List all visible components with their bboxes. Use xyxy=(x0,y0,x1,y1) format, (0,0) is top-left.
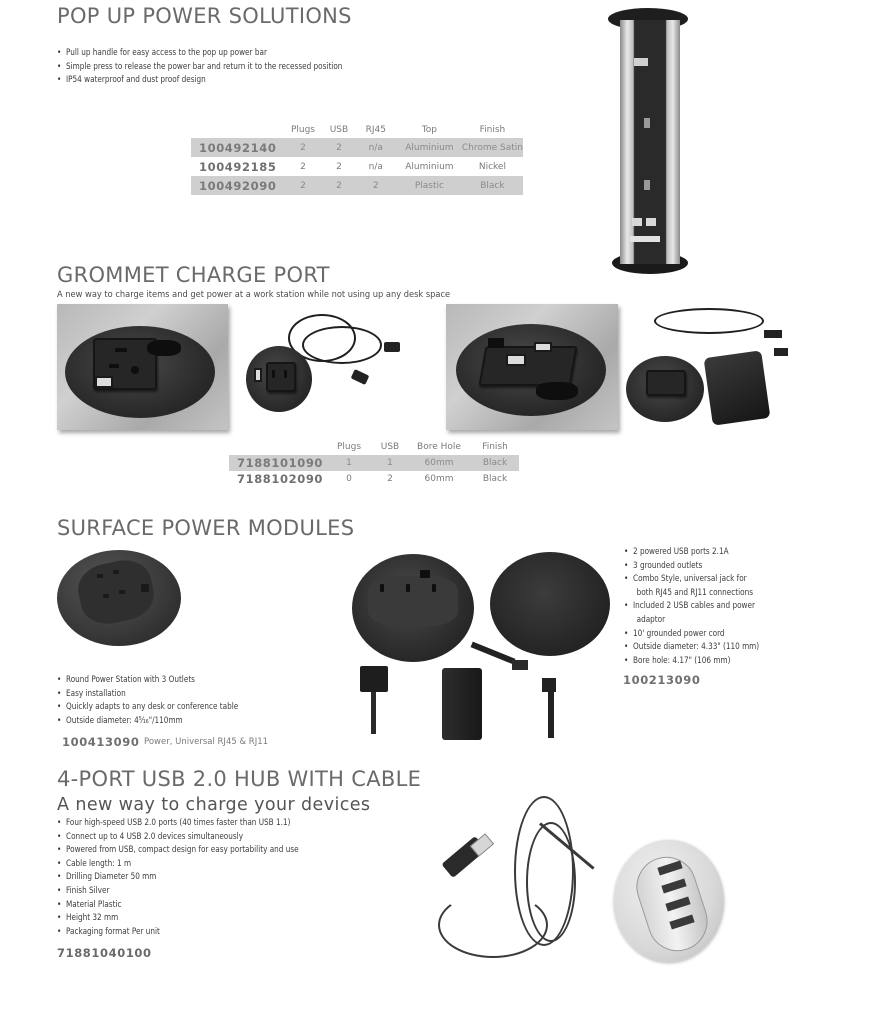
grommet-outlet-with-cord-image xyxy=(240,304,420,430)
col-bore-hole: Bore Hole xyxy=(417,442,461,452)
table-row: 7188102090 0 2 60mm Black xyxy=(229,471,519,487)
surface-right-feature-list xyxy=(624,546,774,668)
table-header-row xyxy=(229,439,519,455)
section-title-popup: POP UP POWER SOLUTIONS xyxy=(57,4,352,28)
list-item: • Outside diameter: 4.33" (110 mm) xyxy=(624,641,759,655)
list-item: • Pull up handle for easy access to the pop up power bar xyxy=(57,47,342,61)
product-sku: 100213090 xyxy=(623,673,701,687)
col-top: Top xyxy=(421,125,437,135)
list-item: • Simple press to release the power bar and return it to the recessed position xyxy=(57,61,342,75)
grommet-subtitle: A new way to charge items and get power at a work station while not using up any desk space xyxy=(57,290,451,300)
grommet-spec-table xyxy=(229,439,519,487)
product-code: 7188101090 xyxy=(229,455,325,471)
usb-hub-feature-list xyxy=(57,817,325,939)
list-item: • Drilling Diameter 50 mm xyxy=(57,871,299,885)
list-item: • Easy installation xyxy=(57,688,238,702)
usb-hub-tagline: A new way to charge your devices xyxy=(57,795,371,815)
product-code: 7188102090 xyxy=(237,472,324,486)
list-item: • Round Power Station with 3 Outlets xyxy=(57,674,238,688)
list-item: • Material Plastic xyxy=(57,899,299,913)
grommet-outlet-usb-in-desk-image xyxy=(57,304,228,430)
list-item: • 10' grounded power cord xyxy=(624,628,759,642)
table-row: 100492140 2 2 n/a Aluminium Chrome Satin xyxy=(191,138,523,157)
surface-power-module-kit-image xyxy=(350,548,612,744)
list-item: • IP54 waterproof and dust proof design xyxy=(57,74,342,88)
grommet-dual-usb-with-adaptor-image xyxy=(624,304,814,430)
list-item-continued: adaptor xyxy=(636,614,666,625)
col-usb: USB xyxy=(329,125,349,135)
table-row: 100492090 2 2 2 Plastic Black xyxy=(191,176,523,195)
list-item: • Bore hole: 4.17" (106 mm) xyxy=(624,655,759,669)
list-item: • Included 2 USB cables and power xyxy=(624,600,759,614)
list-item: • 2 powered USB ports 2.1A xyxy=(624,546,759,560)
surface-left-feature-list xyxy=(57,674,258,728)
product-code: 100492090 xyxy=(191,176,283,195)
col-plugs: Plugs xyxy=(336,442,362,452)
col-plugs: Plugs xyxy=(290,125,315,135)
section-title-usb-hub: 4-PORT USB 2.0 HUB WITH CABLE xyxy=(57,767,422,791)
product-sku: 100413090 xyxy=(62,735,140,749)
usb-hub-with-cable-image xyxy=(428,792,728,972)
product-code: 100492185 xyxy=(199,159,277,174)
product-description: Power, Universal RJ45 & RJ11 xyxy=(144,737,269,747)
col-usb: USB xyxy=(380,442,400,452)
list-item: • Powered from USB, compact design for easy portability and use xyxy=(57,844,299,858)
popup-feature-list xyxy=(57,47,374,88)
table-row: 7188101090 1 1 60mm Black xyxy=(229,455,519,471)
list-item: • Combo Style, universal jack for xyxy=(624,573,759,587)
list-item: • 3 grounded outlets xyxy=(624,560,759,574)
product-sku: 71881040100 xyxy=(57,946,152,960)
product-code: 100492140 xyxy=(191,138,283,157)
col-finish: Finish xyxy=(479,125,506,135)
popup-spec-table xyxy=(191,122,523,195)
list-item: • Four high-speed USB 2.0 ports (40 times faster than USB 1.1) xyxy=(57,817,299,831)
col-finish: Finish xyxy=(482,442,508,452)
grommet-dual-usb-in-desk-image xyxy=(446,304,618,430)
list-item: • Connect up to 4 USB 2.0 devices simultaneously xyxy=(57,831,299,845)
list-item: • Quickly adapts to any desk or conference table xyxy=(57,701,238,715)
list-item: • Packaging format Per unit xyxy=(57,926,299,940)
table-row: 100492185 2 2 n/a Aluminium Nickel xyxy=(191,157,523,176)
section-title-grommet: GROMMET CHARGE PORT xyxy=(57,263,330,287)
round-power-station-image xyxy=(57,544,181,648)
list-item: • Outside diameter: 4⁵⁄₁₆"/110mm xyxy=(57,715,238,729)
list-item-continued: both RJ45 and RJ11 connections xyxy=(636,587,754,598)
col-rj45: RJ45 xyxy=(365,125,386,135)
list-item: • Height 32 mm xyxy=(57,912,299,926)
table-header-row xyxy=(191,122,523,138)
list-item: • Finish Silver xyxy=(57,885,299,899)
pop-up-power-tower-image xyxy=(608,8,688,274)
list-item: • Cable length: 1 m xyxy=(57,858,299,872)
section-title-surface: SURFACE POWER MODULES xyxy=(57,516,355,540)
